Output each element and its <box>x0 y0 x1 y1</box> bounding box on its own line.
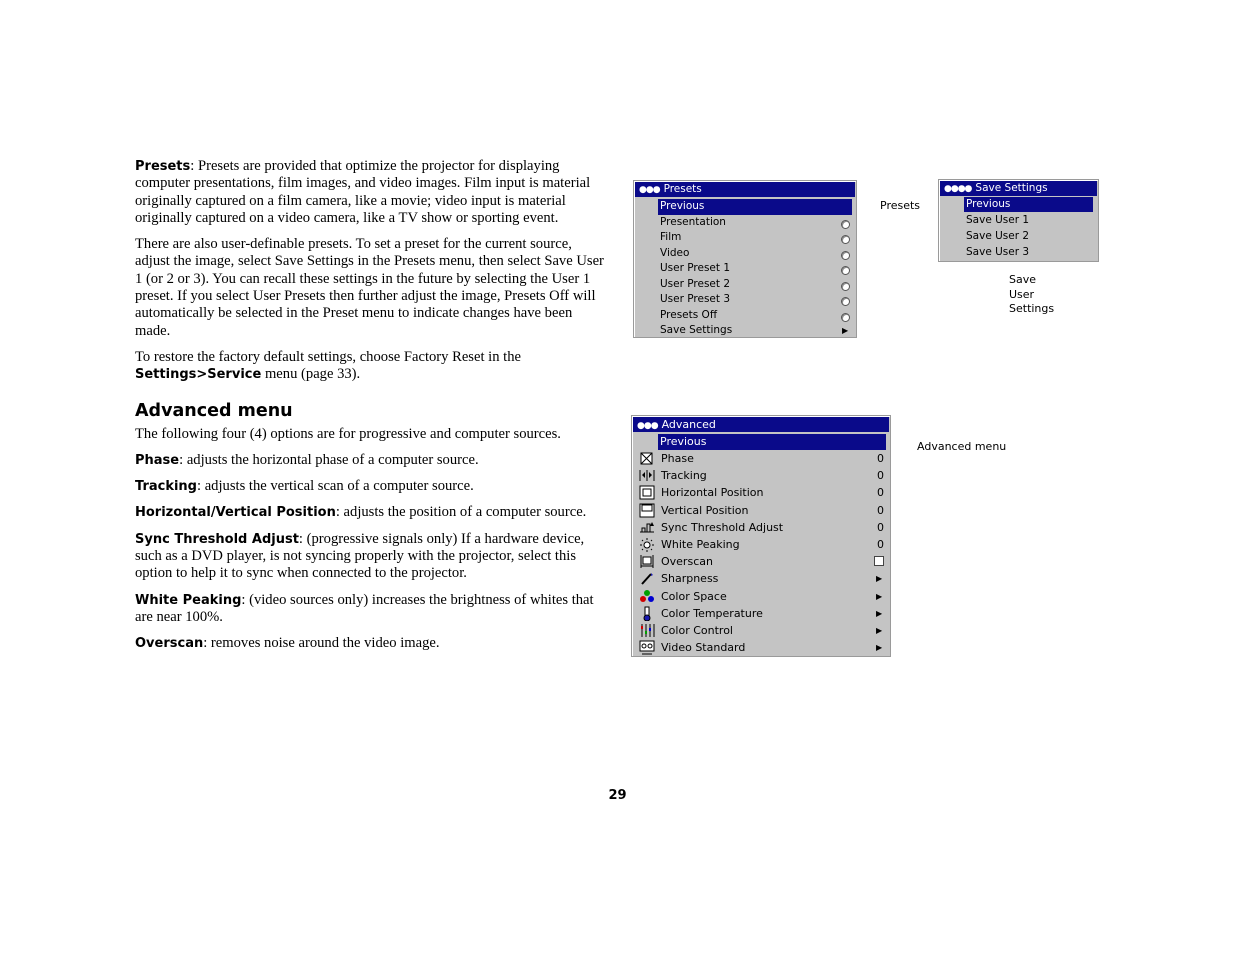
definition-term: Sync Threshold Adjust <box>135 531 299 547</box>
sync-threshold-icon <box>639 520 655 535</box>
advanced-item-value: 0 <box>877 486 884 500</box>
advanced-item-label: Sync Threshold Adjust <box>661 520 784 534</box>
submenu-arrow-icon: ▶ <box>876 608 883 618</box>
save-menu-item[interactable] <box>939 212 1098 228</box>
advanced-item-label: Overscan <box>661 555 713 569</box>
restore-before: To restore the factory default settings, choose Factory Reset in the <box>135 348 521 365</box>
save-menu-item-label: Save User 3 <box>966 246 1030 258</box>
advanced-menu-item[interactable] <box>632 502 890 519</box>
vertical-position-icon <box>639 503 655 518</box>
definition-item <box>135 478 605 495</box>
definition-desc: : adjusts the horizontal phase of a computer source. <box>179 451 479 468</box>
definition-desc: : (progressive signals only) If a hardware device, such as a DVD player, is not syncing properly with the projector, select this option to help it to sync when connected to the projector. <box>135 530 585 582</box>
advanced-menu-item[interactable] <box>632 467 890 484</box>
presets-menu-item-label: User Preset 3 <box>660 293 731 305</box>
advanced-item-value: 0 <box>877 469 884 483</box>
advanced-menu-item[interactable] <box>632 622 890 639</box>
save-menu-item[interactable] <box>939 228 1098 244</box>
advanced-item-value: 0 <box>877 537 884 551</box>
definition-term: White Peaking <box>135 592 242 608</box>
advanced-menu-item[interactable] <box>632 553 890 570</box>
save-menu-title: ●●●● Save Settings <box>940 181 1097 196</box>
presets-menu-item-label: Film <box>660 231 682 243</box>
overscan-icon <box>639 554 655 569</box>
presets-menu-item-label: Presets Off <box>660 308 718 321</box>
advanced-intro: The following four (4) options are for progressive and computer sources. <box>135 425 561 442</box>
advanced-item-label: White Peaking <box>661 537 740 551</box>
presets-menu-title: ●●● Presets <box>635 182 855 197</box>
save-settings-menu <box>938 179 1099 262</box>
advanced-menu-item[interactable] <box>632 450 890 467</box>
presets-menu-item[interactable] <box>634 277 856 293</box>
submenu-arrow-icon: ▶ <box>876 574 883 584</box>
advanced-item-value: 0 <box>877 520 884 534</box>
definition-item <box>135 592 605 627</box>
presets-menu-item[interactable] <box>634 292 856 308</box>
color-control-icon <box>639 623 655 638</box>
advanced-menu-item[interactable] <box>632 588 890 605</box>
presets-menu-item[interactable] <box>634 199 856 215</box>
presets-desc: : Presets are provided that optimize the projector for displaying computer presentations, film images, and video images. Film input is material originally captured on a film camera, like a movie; video input is material originally captured on a video camera, like a TV show or sporting event. <box>135 158 591 226</box>
advanced-item-label: Phase <box>661 452 694 465</box>
presets-menu-item[interactable] <box>634 230 856 246</box>
presets-menu-item-label: User Preset 2 <box>660 277 731 290</box>
advanced-menu <box>631 415 891 657</box>
definition-desc: : adjusts the vertical scan of a computer source. <box>197 478 474 495</box>
checkbox-icon[interactable] <box>874 556 884 566</box>
user-presets-paragraph: There are also user-definable presets. To set a preset for the current source, adjust the image, select Save Settings in the Presets menu, then select Save User 1 (or 2 or 3). You can recall these settings in the future by selecting the User 1 preset. If you select User Presets then further adjust the image, Presets Off will automatically be selected in the Preset menu to indicate changes have been made. <box>135 236 604 339</box>
advanced-menu-item[interactable] <box>632 536 890 553</box>
definition-term: Overscan <box>135 636 204 652</box>
presets-paragraph <box>135 158 605 227</box>
advanced-item-label: Color Space <box>661 589 727 603</box>
advanced-caption: Advanced menu <box>917 440 1007 453</box>
advanced-menu-item[interactable] <box>632 484 890 501</box>
advanced-item-label: Tracking <box>661 469 707 483</box>
advanced-item-value: 0 <box>877 452 884 465</box>
presets-menu-item-label: Previous <box>658 199 852 215</box>
advanced-menu-item[interactable] <box>632 519 890 536</box>
sharpness-icon <box>639 571 655 586</box>
presets-menu <box>633 180 857 338</box>
definition-item <box>135 452 605 469</box>
submenu-arrow-icon: ▶ <box>876 625 883 635</box>
presets-caption: Presets <box>880 199 921 212</box>
advanced-previous-label: Previous <box>658 434 886 450</box>
definition-desc: : adjusts the position of a computer source. <box>335 504 587 521</box>
page-number: 29 <box>608 788 627 803</box>
presets-term: Presets <box>135 159 191 174</box>
advanced-item-label: Sharpness <box>661 572 719 586</box>
advanced-menu-item[interactable] <box>632 570 890 587</box>
definition-item <box>135 635 605 652</box>
submenu-arrow-icon: ▶ <box>876 591 883 601</box>
advanced-item-label: Color Control <box>661 623 733 637</box>
restore-term: Settings>Service <box>135 367 262 383</box>
horizontal-position-icon <box>639 485 655 500</box>
color-space-icon <box>639 589 655 604</box>
presets-menu-item[interactable] <box>634 215 856 231</box>
tracking-icon <box>639 468 655 483</box>
advanced-menu-item[interactable] <box>632 605 890 622</box>
save-menu-item[interactable] <box>939 197 1098 212</box>
advanced-item-label: Horizontal Position <box>661 486 764 500</box>
save-menu-item[interactable] <box>939 244 1098 260</box>
presets-menu-item[interactable] <box>634 261 856 277</box>
restore-paragraph <box>135 349 605 384</box>
advanced-menu-item[interactable] <box>632 639 890 656</box>
color-temperature-icon <box>639 606 655 621</box>
white-peaking-icon <box>639 537 655 552</box>
advanced-item-label: Vertical Position <box>661 503 749 517</box>
save-menu-item-label: Save User 2 <box>966 230 1030 242</box>
definition-desc: : (video sources only) increases the brightness of whites that are near 100%. <box>135 591 594 625</box>
advanced-menu-previous[interactable] <box>632 434 890 450</box>
submenu-arrow-icon: ▶ <box>876 643 883 653</box>
advanced-menu-title: ●●● Advanced <box>633 417 889 432</box>
definition-list <box>135 452 605 653</box>
menu-dots-icon: ●●● <box>637 421 658 431</box>
presets-menu-item-label: Video <box>660 246 690 259</box>
text-column <box>135 158 605 662</box>
save-menu-items <box>939 197 1098 260</box>
definition-item <box>135 504 605 521</box>
save-menu-item-label: Previous <box>964 197 1093 212</box>
presets-menu-item-label: Save Settings <box>660 324 733 336</box>
presets-menu-item[interactable] <box>634 323 856 339</box>
advanced-item-label: Color Temperature <box>661 606 763 620</box>
presets-menu-items <box>634 199 856 339</box>
definition-desc: : removes noise around the video image. <box>203 635 440 652</box>
advanced-menu-items <box>632 434 890 656</box>
advanced-item-label: Video Standard <box>661 641 746 655</box>
presets-menu-item[interactable] <box>634 308 856 324</box>
definition-item <box>135 531 605 583</box>
presets-menu-item[interactable] <box>634 246 856 262</box>
presets-menu-item-label: User Preset 1 <box>660 262 731 274</box>
restore-after: menu (page 33). <box>261 366 361 383</box>
definition-term: Tracking <box>135 479 197 495</box>
phase-icon <box>639 451 655 466</box>
presets-menu-item-label: Presentation <box>660 215 726 228</box>
menu-dots-icon: ●●● <box>639 185 660 195</box>
definition-term: Horizontal/Vertical Position <box>135 505 336 521</box>
advanced-item-value: 0 <box>877 503 884 517</box>
save-menu-item-label: Save User 1 <box>966 214 1030 226</box>
submenu-arrow-icon: ▶ <box>842 326 849 335</box>
video-standard-icon <box>639 640 655 655</box>
advanced-heading: Advanced menu <box>135 400 293 421</box>
menu-dots-icon: ●●●● <box>944 184 972 194</box>
save-caption: Save User Settings <box>1009 273 1055 315</box>
definition-term: Phase <box>135 452 180 468</box>
